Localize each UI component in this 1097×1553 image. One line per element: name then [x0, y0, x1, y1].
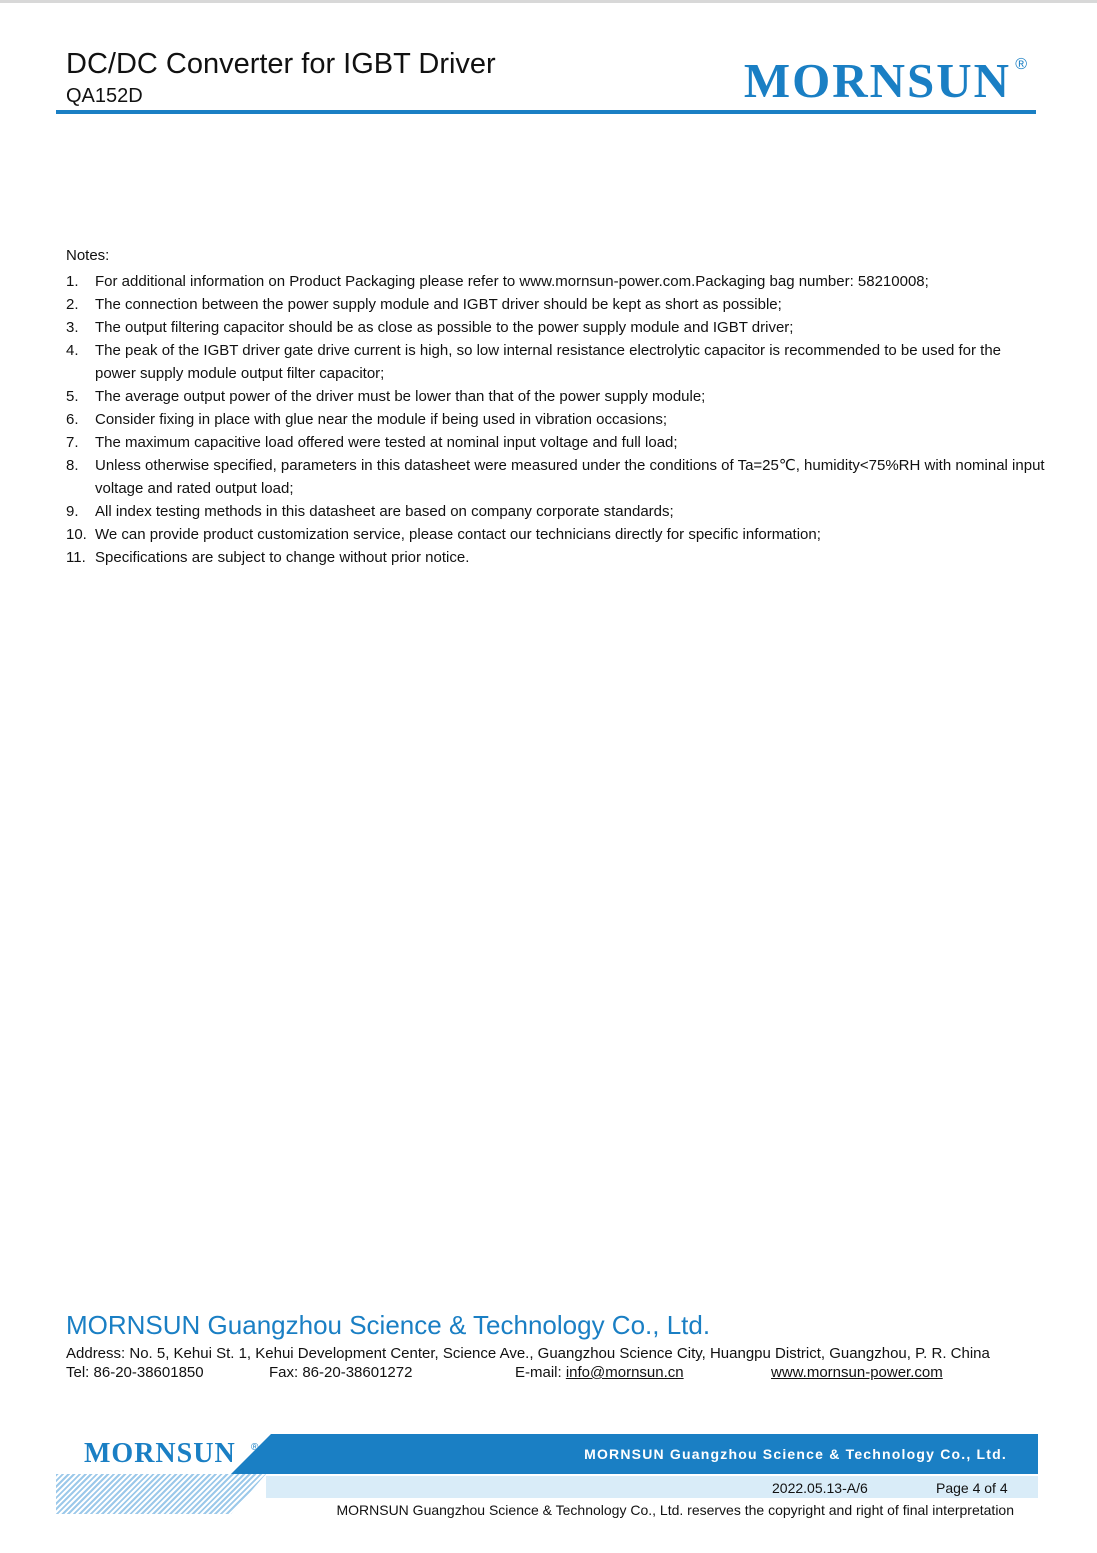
note-item	[66, 523, 1046, 546]
note-number: 7.	[66, 434, 79, 451]
note-item	[66, 500, 1046, 523]
note-text: The output filtering capacitor should be as close as possible to the power supply module and IGBT driver;	[95, 319, 794, 336]
company-name: MORNSUN Guangzhou Science & Technology Co., Ltd.	[66, 1310, 711, 1340]
note-text: Consider fixing in place with glue near the module if being used in vibration occasions;	[95, 411, 667, 428]
note-text: Unless otherwise specified, parameters in this datasheet were measured under the conditions of Ta=25℃, humidity<75%RH with nominal input voltage and rated output load;	[95, 457, 1045, 497]
note-text: The peak of the IGBT driver gate drive current is high, so low internal resistance electrolytic capacitor is recommended to be used for the power supply module output filter capacitor;	[95, 342, 1001, 382]
company-address: Address: No. 5, Kehui St. 1, Kehui Development Center, Science Ave., Guangzhou Science City, Huangpu District, Guangzhou, P. R. China	[66, 1345, 990, 1362]
top-edge-line	[0, 0, 1097, 3]
footer-registered-mark: ®	[251, 1442, 259, 1453]
note-item	[66, 454, 1046, 500]
footer-company-name: MORNSUN Guangzhou Science & Technology Co., Ltd.	[584, 1446, 1007, 1462]
note-number: 2.	[66, 296, 79, 313]
mornsun-logo: MORNSUN	[743, 53, 1011, 108]
footer-hatch-pattern	[56, 1474, 266, 1514]
notes-heading: Notes:	[66, 247, 110, 264]
website-link[interactable]: www.mornsun-power.com	[771, 1364, 943, 1381]
note-text: The maximum capacitive load offered were tested at nominal input voltage and full load;	[95, 434, 678, 451]
note-number: 8.	[66, 457, 79, 474]
note-text: For additional information on Product Packaging please refer to www.mornsun-power.com.Packaging bag number: 58210008;	[95, 273, 929, 290]
email-link[interactable]: info@mornsun.cn	[565, 1364, 684, 1381]
registered-mark: ®	[1015, 56, 1027, 73]
note-text: We can provide product customization service, please contact our technicians directly for specific information;	[95, 526, 821, 543]
note-item	[66, 431, 1046, 454]
product-model: QA152D	[66, 85, 143, 107]
email-line	[515, 1364, 684, 1381]
note-number: 3.	[66, 319, 79, 336]
revision-date: 2022.05.13-A/6	[772, 1480, 868, 1496]
note-item	[66, 270, 1046, 293]
note-item	[66, 293, 1046, 316]
note-number: 9.	[66, 503, 79, 520]
page-number: Page 4 of 4	[936, 1480, 1008, 1496]
note-number: 10.	[66, 526, 87, 543]
note-number: 1.	[66, 273, 79, 290]
note-text: Specifications are subject to change without prior notice.	[95, 549, 470, 566]
note-text: All index testing methods in this datasheet are based on company corporate standards;	[95, 503, 674, 520]
footer-mornsun-logo: MORNSUN	[84, 1438, 236, 1469]
telephone: Tel: 86-20-38601850	[66, 1364, 204, 1381]
email-label: E-mail:	[515, 1364, 566, 1381]
note-number: 6.	[66, 411, 79, 428]
fax: Fax: 86-20-38601272	[269, 1364, 413, 1381]
footer-meta-band	[266, 1476, 1038, 1498]
note-item	[66, 546, 1046, 569]
note-item	[66, 385, 1046, 408]
notes-list	[66, 270, 1046, 569]
note-text: The connection between the power supply module and IGBT driver should be kept as short as possible;	[95, 296, 782, 313]
note-item	[66, 339, 1046, 385]
note-text: The average output power of the driver must be lower than that of the power supply module;	[95, 388, 706, 405]
note-item	[66, 408, 1046, 431]
note-item	[66, 316, 1046, 339]
header-divider	[56, 110, 1036, 114]
note-number: 11.	[66, 549, 86, 566]
note-number: 4.	[66, 342, 79, 359]
copyright-notice: MORNSUN Guangzhou Science & Technology Co., Ltd. reserves the copyright and right of final interpretation	[336, 1502, 1014, 1518]
document-title: DC/DC Converter for IGBT Driver	[66, 48, 496, 80]
note-number: 5.	[66, 388, 79, 405]
